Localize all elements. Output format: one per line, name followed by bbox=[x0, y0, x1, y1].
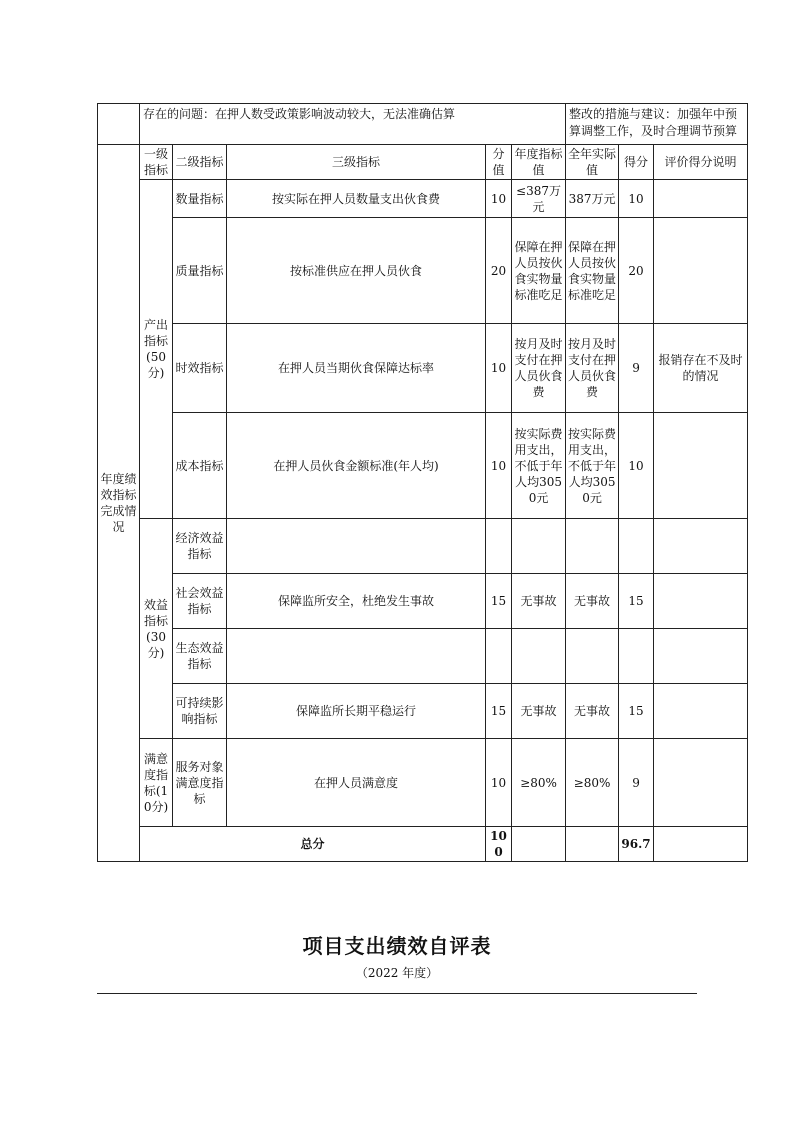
level2-cell: 质量指标 bbox=[173, 218, 227, 324]
target-cell: 无事故 bbox=[512, 574, 566, 629]
value-cell: 10 bbox=[486, 413, 512, 519]
actual-cell bbox=[566, 629, 619, 684]
actual-cell: 保障在押人员按伙食实物量标准吃足 bbox=[566, 218, 619, 324]
score-cell: 15 bbox=[619, 574, 654, 629]
total-row bbox=[98, 827, 748, 862]
actual-cell bbox=[566, 519, 619, 574]
measure-text: 整改的措施与建议：加强年中预算调整工作，及时合理调节预算 bbox=[566, 104, 748, 145]
divider bbox=[97, 993, 697, 994]
note-cell bbox=[654, 684, 748, 739]
total-value: 100 bbox=[486, 827, 512, 862]
value-cell bbox=[486, 519, 512, 574]
note-cell bbox=[654, 739, 748, 827]
target-cell bbox=[512, 629, 566, 684]
problems-row bbox=[98, 104, 748, 145]
actual-cell: 按实际费用支出，不低于年人均3050元 bbox=[566, 413, 619, 519]
level2-cell: 数量指标 bbox=[173, 180, 227, 218]
actual-cell: 按月及时支付在押人员伙食费 bbox=[566, 324, 619, 413]
header-level2: 二级指标 bbox=[173, 145, 227, 180]
note-cell bbox=[654, 180, 748, 218]
level3-cell bbox=[227, 629, 486, 684]
table-row bbox=[98, 629, 748, 684]
table-row bbox=[98, 574, 748, 629]
level2-cell: 可持续影响指标 bbox=[173, 684, 227, 739]
header-explanation: 评价得分说明 bbox=[654, 145, 748, 180]
score-cell bbox=[619, 519, 654, 574]
table-row bbox=[98, 684, 748, 739]
satisfaction-category: 满意度指标(10分) bbox=[140, 739, 173, 827]
score-cell: 10 bbox=[619, 180, 654, 218]
table-row bbox=[98, 218, 748, 324]
note-cell bbox=[654, 413, 748, 519]
section-label: 年度绩效指标完成情况 bbox=[98, 145, 140, 862]
table-row bbox=[98, 413, 748, 519]
header-score: 得分 bbox=[619, 145, 654, 180]
level3-cell: 保障监所安全，杜绝发生事故 bbox=[227, 574, 486, 629]
total-score: 96.7 bbox=[619, 827, 654, 862]
level2-cell: 成本指标 bbox=[173, 413, 227, 519]
actual-cell: ≥80% bbox=[566, 739, 619, 827]
value-cell: 15 bbox=[486, 684, 512, 739]
note-cell bbox=[654, 629, 748, 684]
value-cell: 20 bbox=[486, 218, 512, 324]
value-cell: 10 bbox=[486, 324, 512, 413]
header-level3: 三级指标 bbox=[227, 145, 486, 180]
value-cell: 10 bbox=[486, 739, 512, 827]
note-cell bbox=[654, 218, 748, 324]
performance-table bbox=[97, 103, 748, 862]
level3-cell: 按实际在押人员数量支出伙食费 bbox=[227, 180, 486, 218]
target-cell: ≥80% bbox=[512, 739, 566, 827]
document-title: 项目支出绩效自评表 bbox=[302, 934, 492, 958]
header-annual-target: 年度指标值 bbox=[512, 145, 566, 180]
level2-cell: 社会效益指标 bbox=[173, 574, 227, 629]
score-cell: 20 bbox=[619, 218, 654, 324]
total-actual-blank bbox=[566, 827, 619, 862]
target-cell: 无事故 bbox=[512, 684, 566, 739]
actual-cell: 387万元 bbox=[566, 180, 619, 218]
score-cell: 9 bbox=[619, 324, 654, 413]
header-level1: 一级指标 bbox=[140, 145, 173, 180]
level2-cell: 经济效益指标 bbox=[173, 519, 227, 574]
header-row bbox=[98, 145, 748, 180]
total-label: 总分 bbox=[140, 827, 486, 862]
header-actual-value: 全年实际值 bbox=[566, 145, 619, 180]
target-cell: 按实际费用支出，不低于年人均3050元 bbox=[512, 413, 566, 519]
target-cell: 按月及时支付在押人员伙食费 bbox=[512, 324, 566, 413]
document-subtitle: （2022 年度） bbox=[355, 966, 439, 980]
score-cell: 10 bbox=[619, 413, 654, 519]
level3-cell: 按标准供应在押人员伙食 bbox=[227, 218, 486, 324]
value-cell: 10 bbox=[486, 180, 512, 218]
total-target-blank bbox=[512, 827, 566, 862]
level2-cell: 服务对象满意度指标 bbox=[173, 739, 227, 827]
actual-cell: 无事故 bbox=[566, 574, 619, 629]
level2-cell: 时效指标 bbox=[173, 324, 227, 413]
output-category: 产出指标(50分) bbox=[140, 180, 173, 519]
note-cell bbox=[654, 574, 748, 629]
level3-cell: 保障监所长期平稳运行 bbox=[227, 684, 486, 739]
table-row bbox=[98, 180, 748, 218]
target-cell bbox=[512, 519, 566, 574]
benefit-category: 效益指标(30分) bbox=[140, 519, 173, 739]
problems-blank-cell bbox=[98, 104, 140, 145]
target-cell: 保障在押人员按伙食实物量标准吃足 bbox=[512, 218, 566, 324]
header-score-value: 分值 bbox=[486, 145, 512, 180]
score-cell bbox=[619, 629, 654, 684]
total-note-blank bbox=[654, 827, 748, 862]
level3-cell bbox=[227, 519, 486, 574]
issue-text: 存在的问题：在押人数受政策影响波动较大，无法准确估算 bbox=[140, 104, 566, 145]
level3-cell: 在押人员当期伙食保障达标率 bbox=[227, 324, 486, 413]
score-cell: 15 bbox=[619, 684, 654, 739]
value-cell: 15 bbox=[486, 574, 512, 629]
level2-cell: 生态效益指标 bbox=[173, 629, 227, 684]
level3-cell: 在押人员满意度 bbox=[227, 739, 486, 827]
value-cell bbox=[486, 629, 512, 684]
note-cell bbox=[654, 519, 748, 574]
table-row bbox=[98, 324, 748, 413]
level3-cell: 在押人员伙食金额标准(年人均) bbox=[227, 413, 486, 519]
table-row bbox=[98, 519, 748, 574]
score-cell: 9 bbox=[619, 739, 654, 827]
target-cell: ≤387万元 bbox=[512, 180, 566, 218]
note-cell: 报销存在不及时的情况 bbox=[654, 324, 748, 413]
actual-cell: 无事故 bbox=[566, 684, 619, 739]
table-row bbox=[98, 739, 748, 827]
